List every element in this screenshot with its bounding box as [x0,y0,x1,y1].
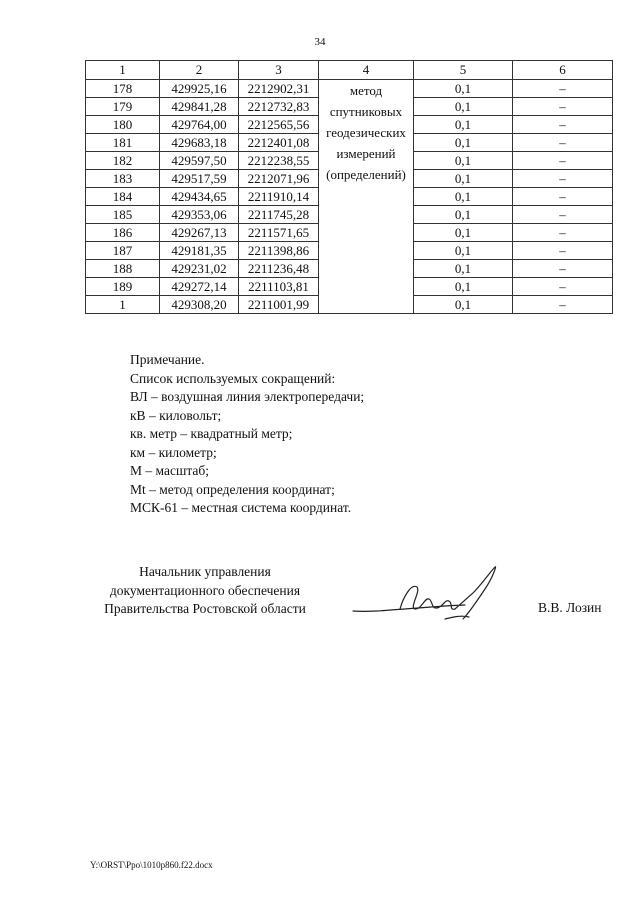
header-cell: 4 [319,61,414,80]
description-cell: – [513,98,613,116]
notes-line: МСК-61 – местная система координат. [130,500,352,515]
x-coordinate-cell: 429308,20 [160,296,239,314]
x-coordinate-cell: 429272,14 [160,278,239,296]
x-coordinate-cell: 429353,06 [160,206,239,224]
accuracy-cell: 0,1 [414,260,513,278]
description-cell: – [513,80,613,98]
accuracy-cell: 0,1 [414,206,513,224]
method-line: геодезических [326,125,406,140]
point-number-cell: 189 [86,278,160,296]
x-coordinate-cell: 429231,02 [160,260,239,278]
notes-line: ВЛ – воздушная линия электропередачи; [130,389,365,404]
accuracy-cell: 0,1 [414,116,513,134]
coordinates-table [85,60,613,314]
y-coordinate-cell: 2211001,99 [239,296,319,314]
accuracy-cell: 0,1 [414,80,513,98]
handwritten-signature [345,553,505,633]
x-coordinate-cell: 429925,16 [160,80,239,98]
point-number-cell: 184 [86,188,160,206]
description-cell: – [513,242,613,260]
accuracy-cell: 0,1 [414,152,513,170]
notes-line: Список используемых сокращений: [130,370,336,386]
x-coordinate-cell: 429181,35 [160,242,239,260]
x-coordinate-cell: 429267,13 [160,224,239,242]
y-coordinate-cell: 2211571,65 [239,224,319,242]
signatory-title-line: Правительства Ростовской области [104,601,306,616]
point-number-cell: 178 [86,80,160,98]
table-row [86,80,613,98]
description-cell: – [513,116,613,134]
accuracy-cell: 0,1 [414,134,513,152]
notes-title: Примечание. [130,352,205,367]
accuracy-cell: 0,1 [414,170,513,188]
x-coordinate-cell: 429434,65 [160,188,239,206]
method-cell [319,80,414,314]
x-coordinate-cell: 429764,00 [160,116,239,134]
point-number-cell: 183 [86,170,160,188]
signatory-name: В.В. Лозин [538,600,602,615]
x-coordinate-cell: 429597,50 [160,152,239,170]
signatory-title [85,563,325,619]
description-cell: – [513,224,613,242]
point-number-cell: 182 [86,152,160,170]
description-cell: – [513,152,613,170]
point-number-cell: 180 [86,116,160,134]
notes-line: Mt – метод определения координат; [130,481,335,497]
y-coordinate-cell: 2211398,86 [239,242,319,260]
accuracy-cell: 0,1 [414,296,513,314]
signatory-title-line: Начальник управления [139,564,271,579]
method-line: спутниковых [329,104,403,119]
accuracy-cell: 0,1 [414,278,513,296]
accuracy-cell: 0,1 [414,242,513,260]
table-header-row [86,61,613,80]
description-cell: – [513,260,613,278]
point-number-cell: 179 [86,98,160,116]
accuracy-cell: 0,1 [414,188,513,206]
description-cell: – [513,296,613,314]
notes-line: кВ – киловольт; [130,407,222,423]
header-cell: 2 [160,61,239,80]
y-coordinate-cell: 2212071,96 [239,170,319,188]
description-cell: – [513,170,613,188]
notes-line: км – километр; [130,444,217,460]
y-coordinate-cell: 2212565,56 [239,116,319,134]
header-cell: 1 [86,61,160,80]
description-cell: – [513,278,613,296]
notes-block [130,351,364,518]
y-coordinate-cell: 2212902,31 [239,80,319,98]
y-coordinate-cell: 2212732,83 [239,98,319,116]
x-coordinate-cell: 429683,18 [160,134,239,152]
point-number-cell: 186 [86,224,160,242]
y-coordinate-cell: 2212401,08 [239,134,319,152]
page-number: 34 [314,36,326,48]
signatory-title-line: документационного обеспечения [109,582,301,598]
header-cell: 5 [414,61,513,80]
y-coordinate-cell: 2211910,14 [239,188,319,206]
accuracy-cell: 0,1 [414,98,513,116]
y-coordinate-cell: 2212238,55 [239,152,319,170]
y-coordinate-cell: 2211236,48 [239,260,319,278]
x-coordinate-cell: 429841,28 [160,98,239,116]
point-number-cell: 185 [86,206,160,224]
header-cell: 6 [513,61,613,80]
notes-line: кв. метр – квадратный метр; [130,426,293,441]
description-cell: – [513,206,613,224]
notes-line: М – масштаб; [130,463,210,478]
point-number-cell: 188 [86,260,160,278]
y-coordinate-cell: 2211103,81 [239,278,319,296]
method-line: измерений [336,146,396,161]
accuracy-cell: 0,1 [414,224,513,242]
header-cell: 3 [239,61,319,80]
y-coordinate-cell: 2211745,28 [239,206,319,224]
description-cell: – [513,134,613,152]
method-line: метод [349,83,383,98]
point-number-cell: 1 [86,296,160,314]
description-cell: – [513,188,613,206]
x-coordinate-cell: 429517,59 [160,170,239,188]
point-number-cell: 187 [86,242,160,260]
method-line: (определений) [326,167,406,182]
file-path-footer: Y:\ORST\Ppo\1010p860.f22.docx [90,860,213,870]
point-number-cell: 181 [86,134,160,152]
